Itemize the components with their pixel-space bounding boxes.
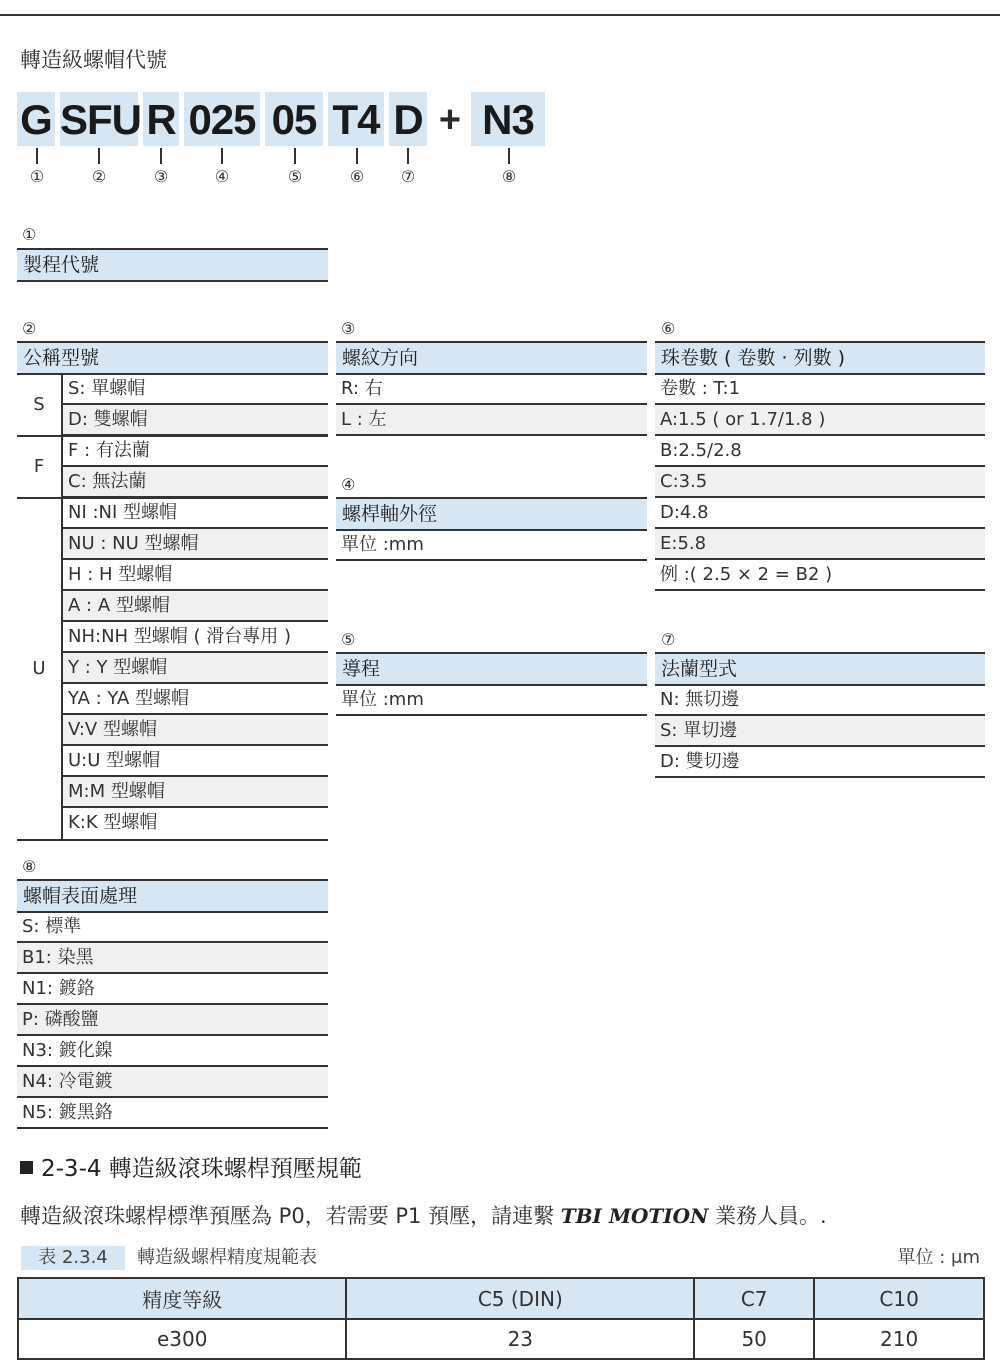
- top-rule: [0, 14, 1000, 16]
- preload-text: 轉造級滾珠螺桿標準預壓為 P0，若需要 P1 預壓，請連繫: [20, 1204, 561, 1228]
- marker-5: ⑤: [287, 167, 303, 186]
- table-caption: 轉造級螺桿精度規範表: [137, 1247, 317, 1268]
- direction-row: R: 右: [336, 374, 647, 405]
- model-row: K:K 型螺帽: [68, 812, 158, 833]
- section-1-number: ①: [22, 225, 37, 244]
- table-unit: 單位 : μm: [897, 1247, 980, 1268]
- circuit-row: D:4.8: [655, 498, 985, 529]
- group-label-f: F: [33, 456, 45, 477]
- circuit-row: C:3.5: [655, 467, 985, 498]
- code-part-surface: N3: [471, 92, 545, 146]
- circuit-row: 例 :( 2.5 × 2 = B2 ): [655, 560, 985, 591]
- section-1-title: 製程代號: [17, 248, 328, 282]
- marker-7: ⑦: [400, 167, 416, 186]
- flange-row: D: 雙切邊: [655, 747, 985, 778]
- code-part-process: G: [17, 92, 55, 146]
- table-header-row: [18, 1278, 984, 1319]
- section-2-number: ②: [22, 319, 37, 338]
- model-row: M:M 型螺帽: [63, 777, 328, 808]
- section-6-title: 珠卷數 ( 卷數 · 列數 ): [655, 341, 985, 375]
- section-2-title: 公稱型號: [17, 341, 328, 375]
- section-8-title: 螺帽表面處理: [17, 879, 328, 913]
- circuit-row: B:2.5/2.8: [655, 436, 985, 467]
- table-cell: 210: [814, 1319, 984, 1359]
- table-row: [18, 1319, 984, 1359]
- accuracy-table: [17, 1277, 985, 1360]
- section-4-number: ④: [341, 475, 356, 494]
- code-part-circuits: T4: [328, 92, 384, 146]
- model-row: A : A 型螺帽: [63, 591, 328, 622]
- preload-paragraph: [20, 1200, 827, 1230]
- code-part-diameter: 025: [184, 92, 260, 146]
- code-part-lead: 05: [265, 92, 323, 146]
- section-7-number: ⑦: [661, 630, 676, 649]
- section-4-title: 螺桿軸外徑: [336, 497, 647, 531]
- table-cell: e300: [18, 1319, 346, 1359]
- model-row: Y : Y 型螺帽: [63, 653, 328, 684]
- section-7-title: 法蘭型式: [655, 652, 985, 686]
- table-cell: 50: [694, 1319, 814, 1359]
- surface-row: N4: 冷電鍍: [17, 1067, 328, 1098]
- model-row: H : H 型螺帽: [63, 560, 328, 591]
- model-row: U:U 型螺帽: [63, 746, 328, 777]
- model-row: NI :NI 型螺帽: [63, 498, 328, 529]
- diameter-row: 單位 :mm: [336, 530, 647, 561]
- surface-row: N3: 鍍化鎳: [17, 1036, 328, 1067]
- section-6-number: ⑥: [661, 319, 676, 338]
- code-part-direction: R: [143, 92, 179, 146]
- model-row: C: 無法蘭: [63, 467, 328, 498]
- marker-8: ⑧: [501, 167, 517, 186]
- flange-row: N: 無切邊: [655, 685, 985, 716]
- model-row: V:V 型螺帽: [63, 715, 328, 746]
- table-cell: 23: [346, 1319, 694, 1359]
- marker-3: ③: [153, 167, 169, 186]
- section-5-number: ⑤: [341, 630, 356, 649]
- table-header: 精度等級: [18, 1278, 346, 1319]
- group-label-s: S: [33, 394, 45, 415]
- group-label-u: U: [32, 658, 46, 679]
- table-header: C5 (DIN): [346, 1278, 694, 1319]
- preload-section-title: [20, 1150, 362, 1183]
- model-row: NU : NU 型螺帽: [63, 529, 328, 560]
- lead-row: 單位 :mm: [336, 685, 647, 716]
- circuit-row: 卷數 : T:1: [655, 374, 985, 405]
- section-5-title: 導程: [336, 652, 647, 686]
- marker-4: ④: [214, 167, 230, 186]
- table-header: C10: [814, 1278, 984, 1319]
- code-part-flange: D: [389, 92, 427, 146]
- direction-row: L : 左: [336, 405, 647, 436]
- surface-row: S: 標準: [17, 912, 328, 943]
- marker-6: ⑥: [349, 167, 365, 186]
- section-3-title: 螺紋方向: [336, 341, 647, 375]
- square-bullet-icon: [20, 1161, 33, 1174]
- circuit-row: E:5.8: [655, 529, 985, 560]
- preload-title-text: 2-3-4 轉造級滾珠螺桿預壓規範: [41, 1156, 362, 1182]
- model-row: D: 雙螺帽: [63, 405, 328, 436]
- model-row: YA : YA 型螺帽: [63, 684, 328, 715]
- section-8-number: ⑧: [22, 857, 37, 876]
- model-row: NH:NH 型螺帽 ( 滑台專用 ): [63, 622, 328, 653]
- code-plus: +: [438, 99, 462, 141]
- table-header: C7: [694, 1278, 814, 1319]
- page-heading: 轉造級螺帽代號: [20, 48, 167, 72]
- table-tag: 表 2.3.4: [21, 1246, 125, 1270]
- surface-row: N5: 鍍黑鉻: [17, 1098, 328, 1129]
- marker-1: ①: [29, 167, 45, 186]
- section-3-number: ③: [341, 319, 356, 338]
- surface-row: N1: 鍍鉻: [17, 974, 328, 1005]
- circuit-row: A:1.5 ( or 1.7/1.8 ): [655, 405, 985, 436]
- model-row: F : 有法蘭: [63, 436, 328, 467]
- flange-row: S: 單切邊: [655, 716, 985, 747]
- brand-name: TBI MOTION: [560, 1204, 709, 1228]
- code-part-model: SFU: [60, 92, 138, 146]
- marker-2: ②: [91, 167, 107, 186]
- preload-text-end: 業務人員。.: [708, 1204, 827, 1228]
- surface-row: B1: 染黑: [17, 943, 328, 974]
- model-row: S: 單螺帽: [63, 374, 328, 405]
- surface-row: P: 磷酸鹽: [17, 1005, 328, 1036]
